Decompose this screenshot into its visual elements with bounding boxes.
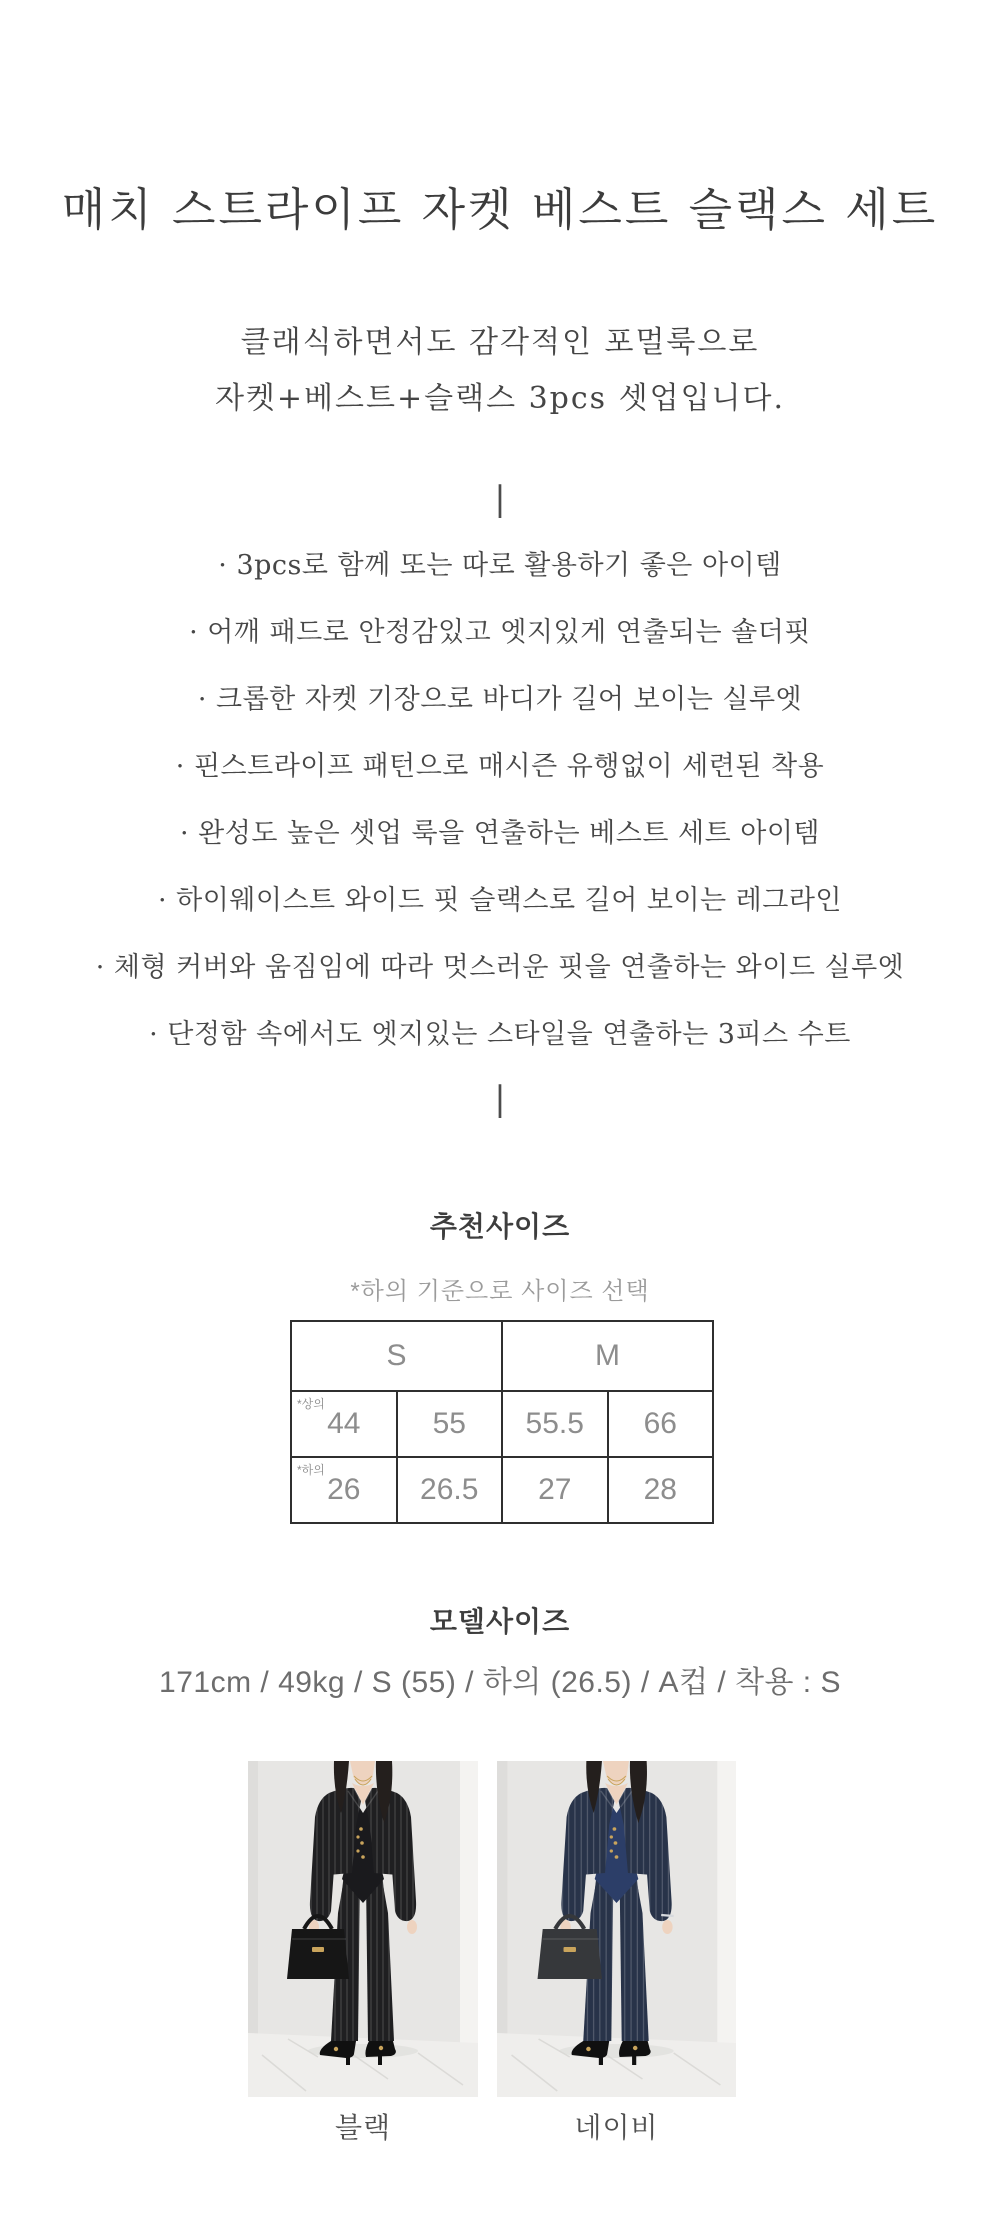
product-photo-navy (497, 1761, 736, 2097)
model-size-info: 171cm / 49kg / S (55) / 하의 (26.5) / A컵 / 착용 : S (159, 1666, 841, 1699)
subtitle-line-2: 자켓+베스트+슬랙스 3pcs 셋업입니다. (214, 381, 786, 416)
divider-bar-bottom: | (494, 1079, 506, 1119)
feature-item: · 3pcs로 함께 또는 따로 활용하기 좋은 아이템 (218, 550, 782, 581)
feature-item: · 완성도 높은 셋업 룩을 연출하는 베스트 세트 아이템 (180, 818, 820, 849)
divider-bar-top: | (494, 479, 506, 519)
model-size-heading: 모델사이즈 (429, 1606, 571, 1637)
size-note: *하의 기준으로 사이즈 선택 (350, 1278, 650, 1305)
size-cell (291, 1457, 397, 1523)
feature-item: · 어깨 패드로 안정감있고 엣지있게 연출되는 숄더핏 (189, 617, 811, 648)
size-cell: 55.5 (502, 1391, 608, 1457)
size-cell: 27 (502, 1457, 608, 1523)
marble-floor (497, 2033, 736, 2097)
size-cell: 55 (397, 1391, 503, 1457)
feature-item: · 크롭한 자켓 기장으로 바디가 길어 보이는 실루엣 (197, 684, 803, 715)
feature-item: · 단정함 속에서도 엣지있는 스타일을 연출하는 3피스 수트 (149, 1019, 851, 1050)
marble-floor (248, 2033, 478, 2097)
size-cell: 28 (608, 1457, 714, 1523)
feature-item: · 핀스트라이프 패턴으로 매시즌 유행없이 세련된 착용 (175, 751, 825, 782)
row-label-top: *상의 (297, 1397, 325, 1411)
page-title: 매치 스트라이프 자켓 베스트 슬랙스 세트 (61, 183, 939, 236)
product-subtitle (0, 315, 1000, 427)
table-row (291, 1457, 713, 1523)
size-cell (291, 1391, 397, 1457)
size-cell: 26.5 (397, 1457, 503, 1523)
model-figure-navy (497, 1761, 736, 2097)
subtitle-line-1: 클래식하면서도 감각적인 포멀룩으로 (240, 325, 760, 360)
size-value: 26 (327, 1473, 361, 1506)
bracelet (661, 1915, 673, 1916)
table-row (291, 1391, 713, 1457)
feature-item: · 체형 커버와 움짐임에 따라 멋스러운 핏을 연출하는 와이드 실루엣 (95, 952, 905, 983)
size-group-m: M (502, 1321, 713, 1391)
size-group-s: S (291, 1321, 502, 1391)
product-photo-black (248, 1761, 478, 2097)
size-cell: 66 (608, 1391, 714, 1457)
recommended-size-heading: 추천사이즈 (429, 1211, 571, 1242)
row-label-bottom: *하의 (297, 1463, 325, 1477)
size-table (290, 1320, 714, 1524)
colorway-label-navy: 네이비 (574, 2112, 659, 2143)
feature-list (0, 532, 1000, 1068)
model-figure-black (248, 1761, 478, 2097)
feature-item: · 하이웨이스트 와이드 핏 슬랙스로 길어 보이는 레그라인 (157, 885, 843, 916)
colorway-label-black: 블랙 (334, 2112, 392, 2143)
size-table-header-row (291, 1321, 713, 1391)
size-value: 44 (327, 1407, 361, 1440)
